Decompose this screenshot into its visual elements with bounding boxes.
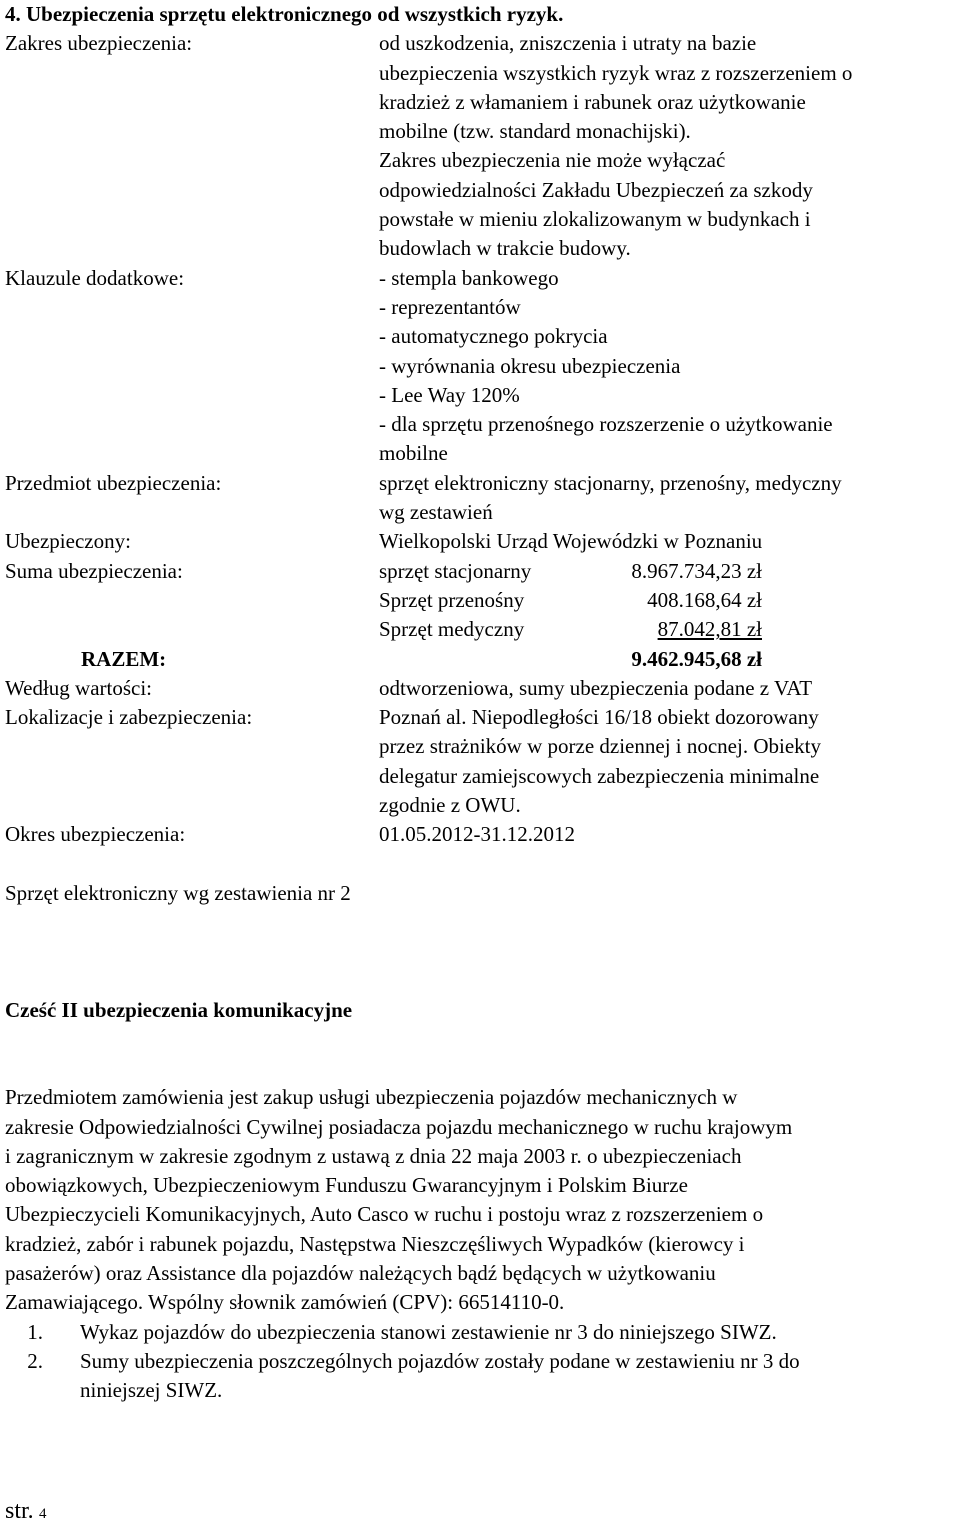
zestawienie-note: Sprzęt elektroniczny wg zestawienia nr 2 [5,880,351,905]
suma-item-name: Sprzęt przenośny [379,587,525,612]
lokalizacje-line: delegatur zamiejscowych zabezpieczenia minimalne [379,763,820,788]
suma-label: Suma ubezpieczenia: [5,558,183,583]
klauzula-item: - reprezentantów [379,294,521,319]
klauzula-item: mobilne [379,441,448,466]
list-item-number: 1. [27,1319,43,1344]
list-item-number: 2. [27,1348,43,1373]
suma-values [379,557,955,645]
wartosc-row [5,674,955,703]
page-number: 4 [38,1506,47,1522]
klauzule-value [379,264,955,469]
paragraph-line: Zamawiającego. Wspólny słownik zamówień (CPV): 66514110-0. [5,1290,565,1315]
zakres-row [5,29,955,263]
wartosc-value: odtworzeniowa, sumy ubezpieczenia podane z VAT [379,675,813,700]
paragraph-line: Przedmiotem zamówienia jest zakup usługi ubezpieczenia pojazdów mechanicznych w [5,1085,738,1110]
list-item-line: niniejszej SIWZ. [80,1378,223,1403]
ubezpieczony-label: Ubezpieczony: [5,529,131,554]
przedmiot-label: Przedmiot ubezpieczenia: [5,470,222,495]
part2-title: Cześć II ubezpieczenia komunikacyjne [5,997,353,1022]
suma-item-amount: 8.967.734,23 zł [631,558,762,583]
paragraph-line: kradzież, zabór i rabunek pojazdu, Następstwa Nieszczęśliwych Wypadków (kierowcy i [5,1231,745,1256]
lokalizacje-value [379,703,955,820]
razem-value: 9.462.945,68 zł [631,646,762,671]
zakres-line: mobilne (tzw. standard monachijski). [379,119,691,144]
przedmiot-line: wg zestawień [379,500,493,525]
klauzule-label: Klauzule dodatkowe: [5,265,185,290]
document-page [5,0,955,1405]
list-item [5,1318,955,1347]
lokalizacje-line: zgodnie z OWU. [379,793,521,818]
zakres-line: Zakres ubezpieczenia nie może wyłączać [379,148,726,173]
zakres-line: od uszkodzenia, zniszczenia i utraty na bazie [379,31,757,56]
klauzula-item: - wyrównania okresu ubezpieczenia [379,353,681,378]
przedmiot-row [5,469,955,528]
suma-item [379,557,955,586]
lokalizacje-line: przez strażników w porze dziennej i nocnej. Obiekty [379,734,821,759]
list-item-text [43,1347,955,1406]
ubezpieczony-value: Wielkopolski Urząd Wojewódzki w Poznaniu [379,529,763,554]
razem-label: RAZEM: [81,646,167,671]
spacer [5,850,955,879]
okres-label: Okres ubezpieczenia: [5,822,186,847]
spacer [5,1025,955,1083]
page-number-prefix: str. [5,1498,34,1524]
lokalizacje-label: Lokalizacje i zabezpieczenia: [5,705,253,730]
suma-item [379,586,955,615]
suma-item-amount: 408.168,64 zł [647,587,762,612]
zakres-label: Zakres ubezpieczenia: [5,31,193,56]
list-item-line: Wykaz pojazdów do ubezpieczenia stanowi zestawienie nr 3 do niniejszego SIWZ. [80,1319,777,1344]
page-footer [5,1497,46,1529]
zakres-line: odpowiedzialności Zakładu Ubezpieczeń za szkody [379,177,813,202]
przedmiot-line: sprzęt elektroniczny stacjonarny, przenośny, medyczny [379,470,842,495]
wartosc-label: Według wartości: [5,675,153,700]
zakres-value [379,29,955,263]
klauzula-item: - dla sprzętu przenośnego rozszerzenie o użytkowanie [379,412,833,437]
paragraph-line: obowiązkowych, Ubezpieczeniowym Funduszu Gwarancyjnym i Polskim Biurze [5,1173,688,1198]
suma-item-name: Sprzęt medyczny [379,617,525,642]
zakres-line: budowlach w trakcie budowy. [379,236,631,261]
zakres-line: powstałe w mieniu zlokalizowanym w budynkach i [379,207,811,232]
klauzule-row [5,264,955,469]
zakres-line: kradzież z włamaniem i rabunek oraz użytkowanie [379,89,806,114]
okres-value: 01.05.2012-31.12.2012 [379,822,575,847]
zakres-line: ubezpieczenia wszystkich ryzyk wraz z rozszerzeniem o [379,60,853,85]
section-heading: 4. Ubezpieczenia sprzętu elektronicznego od wszystkich ryzyk. [5,2,564,26]
list-item [5,1347,955,1406]
okres-row [5,820,955,849]
numbered-list [5,1318,955,1406]
klauzula-item: - automatycznego pokrycia [379,324,608,349]
lokalizacje-line: Poznań al. Niepodległości 16/18 obiekt dozorowany [379,705,819,730]
spacer [5,908,955,996]
ubezpieczony-row [5,527,955,556]
klauzula-item: - stempla bankowego [379,265,559,290]
paragraph-line: Ubezpieczycieli Komunikacyjnych, Auto Casco w ruchu i postoju wraz z rozszerzeniem o [5,1202,764,1227]
paragraph-line: i zagranicznym w zakresie zgodnym z ustawą z dnia 22 maja 2003 r. o ubezpieczeniach [5,1143,742,1168]
paragraph-line: pasażerów) oraz Assistance dla pojazdów należących bądź będących w użytkowaniu [5,1260,716,1285]
lokalizacje-row [5,703,955,820]
suma-item-amount: 87.042,81 zł [657,617,762,642]
part2-paragraph [5,1083,955,1317]
suma-item [379,615,955,644]
list-item-text [43,1318,955,1347]
suma-item-name: sprzęt stacjonarny [379,558,532,583]
razem-row [5,645,955,674]
klauzula-item: - Lee Way 120% [379,382,520,407]
list-item-line: Sumy ubezpieczenia poszczególnych pojazdów zostały podane w zestawieniu nr 3 do [80,1348,800,1373]
przedmiot-value [379,469,955,528]
suma-row [5,557,955,645]
paragraph-line: zakresie Odpowiedzialności Cywilnej posiadacza pojazdu mechanicznego w ruchu krajowym [5,1114,793,1139]
